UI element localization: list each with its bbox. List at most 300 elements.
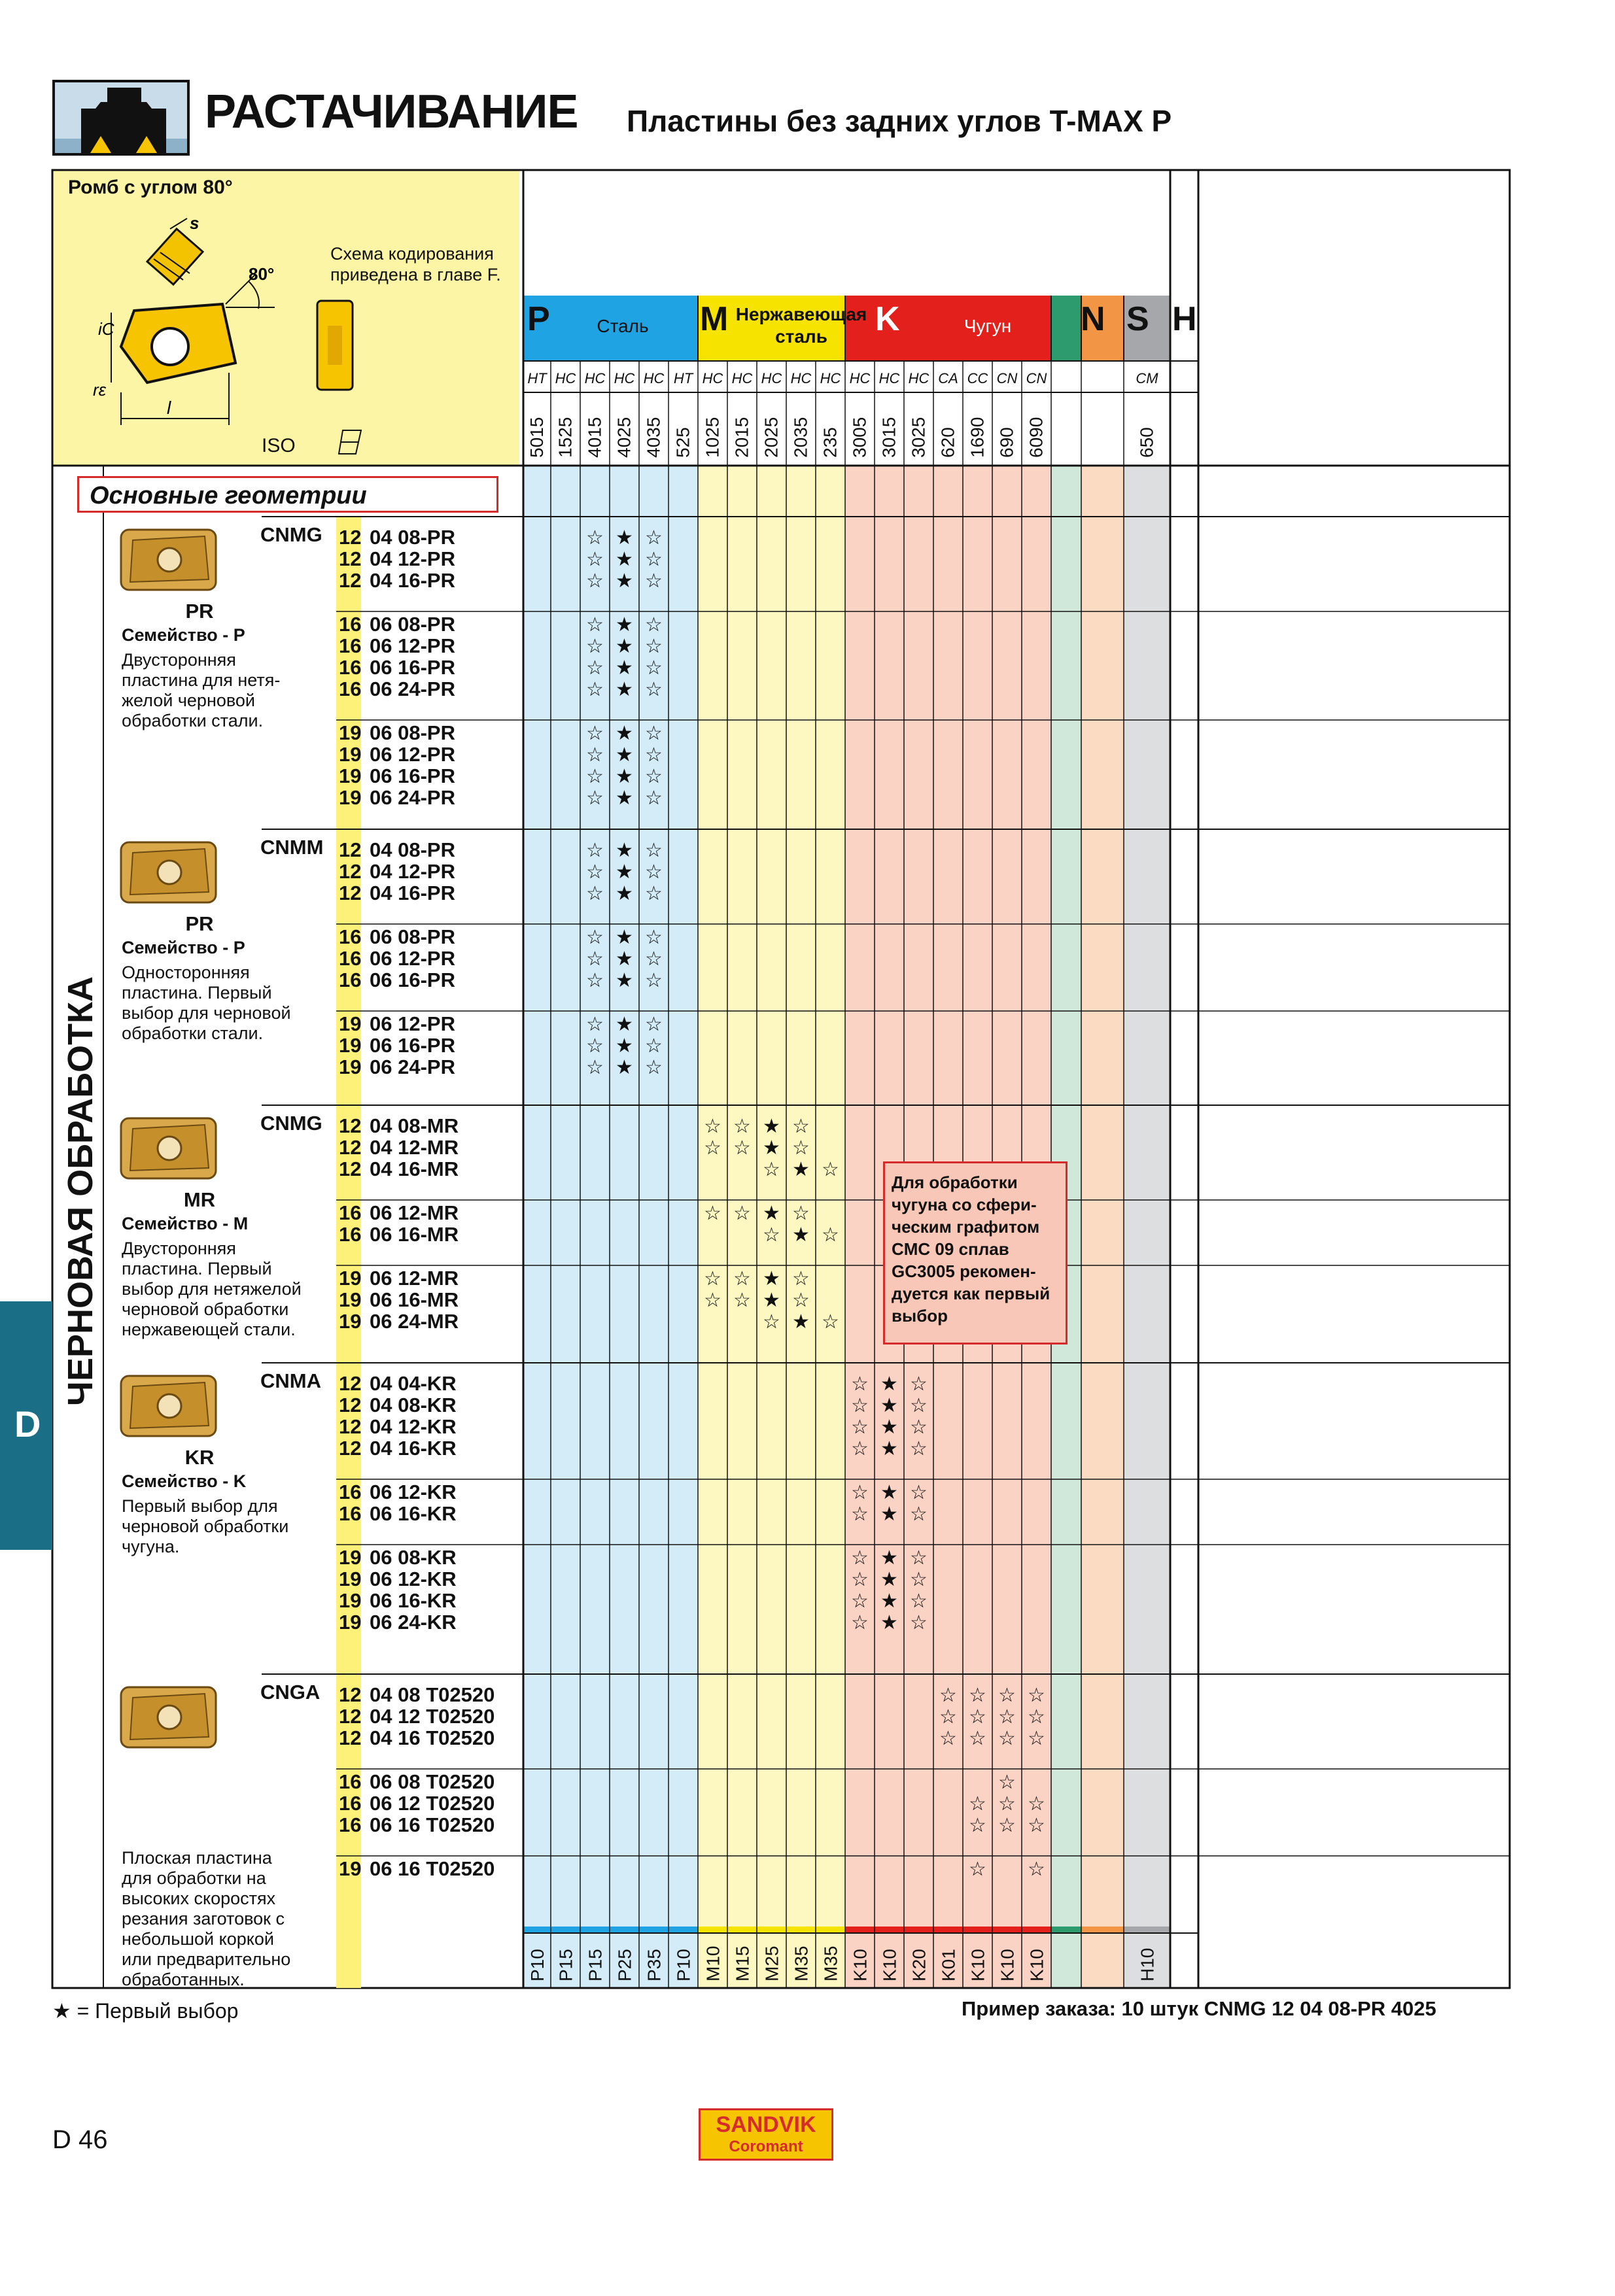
first-choice-star: ★ xyxy=(616,883,633,904)
family-description: Односторонняя xyxy=(122,963,250,982)
alternative-star: ☆ xyxy=(851,1416,869,1438)
first-choice-star: ★ xyxy=(616,679,633,700)
alternative-star: ☆ xyxy=(704,1290,721,1311)
iso-area: M15 xyxy=(732,1945,753,1981)
alternative-star: ☆ xyxy=(851,1569,869,1590)
group-name-k: Чугун xyxy=(964,316,1012,336)
designation: 06 24-KR xyxy=(370,1611,457,1634)
alternative-star: ☆ xyxy=(939,1706,957,1728)
first-choice-star: ★ xyxy=(616,657,633,679)
size-code: 16 xyxy=(339,1770,362,1793)
size-code: 19 xyxy=(339,743,362,766)
size-code: 19 xyxy=(339,1546,362,1569)
family-description: для обработки на xyxy=(122,1868,266,1888)
alternative-star: ☆ xyxy=(763,1311,780,1333)
first-choice-star: ★ xyxy=(880,1547,898,1569)
grade-code: 650 xyxy=(1136,427,1157,458)
alternative-star: ☆ xyxy=(586,723,604,744)
alternative-star: ☆ xyxy=(910,1612,928,1634)
alternative-star: ☆ xyxy=(645,636,663,657)
group-letter-n: N xyxy=(1081,300,1105,338)
grade-code: 235 xyxy=(820,427,841,458)
grade-code: 4025 xyxy=(614,417,634,458)
alternative-star: ☆ xyxy=(645,570,663,592)
iso-area: M10 xyxy=(703,1945,723,1981)
first-choice-star: ★ xyxy=(616,970,633,991)
alternative-star: ☆ xyxy=(704,1137,721,1159)
grade-type: HC xyxy=(643,370,665,386)
designation: 06 24-PR xyxy=(370,786,455,809)
grade-code: 3005 xyxy=(849,417,870,458)
note-text xyxy=(892,1171,1059,1327)
sandvik-logo xyxy=(699,2108,833,2161)
alternative-star: ☆ xyxy=(645,1057,663,1078)
alternative-star: ☆ xyxy=(1028,1706,1045,1728)
alternative-star: ☆ xyxy=(586,787,604,809)
designation: 06 08-PR xyxy=(370,613,455,636)
alternative-star: ☆ xyxy=(645,766,663,787)
alternative-star: ☆ xyxy=(910,1482,928,1503)
alternative-star: ☆ xyxy=(792,1116,810,1137)
group-name-p: Сталь xyxy=(597,316,649,336)
grade-type: CM xyxy=(1136,370,1158,386)
grade-type: HC xyxy=(761,370,782,386)
alternative-star: ☆ xyxy=(733,1137,751,1159)
grade-code: 3015 xyxy=(878,417,899,458)
designation: 04 12 T02520 xyxy=(370,1705,495,1728)
size-code: 16 xyxy=(339,656,362,679)
first-choice-star: ★ xyxy=(880,1569,898,1590)
first-choice-star: ★ xyxy=(763,1116,780,1137)
first-choice-star: ★ xyxy=(616,861,633,883)
first-choice-star: ★ xyxy=(880,1503,898,1525)
insert-code: CNMG xyxy=(260,1112,322,1135)
designation: 06 24-MR xyxy=(370,1310,459,1333)
size-code: 12 xyxy=(339,526,362,549)
designation: 06 16-PR xyxy=(370,1034,455,1057)
note-line: выбор xyxy=(892,1306,948,1326)
grade-type: CN xyxy=(996,370,1018,386)
grade-type: CC xyxy=(967,370,988,386)
iso-strip xyxy=(523,1927,698,1933)
first-choice-star: ★ xyxy=(880,1612,898,1634)
alternative-star: ☆ xyxy=(645,840,663,861)
designation: 04 08-PR xyxy=(370,526,455,549)
first-choice-star: ★ xyxy=(792,1159,810,1180)
size-code: 19 xyxy=(339,1012,362,1035)
family-description: обработки стали. xyxy=(122,1023,264,1043)
family-description: или предварительно xyxy=(122,1949,291,1969)
size-code: 16 xyxy=(339,925,362,948)
dim-s: s xyxy=(190,213,200,233)
size-code: 12 xyxy=(339,1372,362,1395)
designation: 06 08-PR xyxy=(370,721,455,744)
iso-area: K10 xyxy=(879,1949,900,1981)
alternative-star: ☆ xyxy=(998,1772,1016,1793)
designation: 06 16-KR xyxy=(370,1502,457,1525)
size-code: 16 xyxy=(339,1502,362,1525)
alternative-star: ☆ xyxy=(645,527,663,549)
alternative-star: ☆ xyxy=(733,1268,751,1290)
insert-photo-hole xyxy=(158,1394,181,1418)
alternative-star: ☆ xyxy=(645,948,663,970)
alternative-star: ☆ xyxy=(910,1590,928,1612)
note-line: ческим графитом xyxy=(892,1217,1040,1237)
grade-type: HC xyxy=(878,370,900,386)
grade-code: 5015 xyxy=(527,417,547,458)
alternative-star: ☆ xyxy=(645,549,663,570)
alternative-star: ☆ xyxy=(910,1373,928,1395)
first-choice-star: ★ xyxy=(616,787,633,809)
family-description: выбор для нетяжелой xyxy=(122,1279,302,1299)
alternative-star: ☆ xyxy=(1028,1859,1045,1880)
alternative-star: ☆ xyxy=(704,1116,721,1137)
size-code: 16 xyxy=(339,1223,362,1246)
grade-code: 525 xyxy=(672,427,693,458)
alternative-star: ☆ xyxy=(645,1035,663,1057)
insert-photo-hole xyxy=(158,1137,181,1160)
alternative-star: ☆ xyxy=(851,1612,869,1634)
family-description: выбор для черновой xyxy=(122,1003,291,1023)
material-group-n xyxy=(1051,296,1081,361)
size-code: 12 xyxy=(339,1415,362,1438)
grade-column-bg xyxy=(1081,466,1124,1988)
designation: 06 12-MR xyxy=(370,1267,459,1290)
family-description: пластина для нетя- xyxy=(122,670,281,690)
iso-label: ISO xyxy=(262,435,296,456)
family-description: чугуна. xyxy=(122,1537,180,1556)
page-number: D 46 xyxy=(52,2125,108,2154)
alternative-star: ☆ xyxy=(910,1416,928,1438)
group-letter-h: H xyxy=(1172,300,1197,338)
size-code: 19 xyxy=(339,1857,362,1880)
first-choice-star: ★ xyxy=(616,766,633,787)
grade-code: 690 xyxy=(996,427,1017,458)
grade-code: 620 xyxy=(937,427,958,458)
grade-type: HT xyxy=(527,370,547,386)
grade-code: 1690 xyxy=(967,417,988,458)
size-code: 12 xyxy=(339,569,362,592)
alternative-star: ☆ xyxy=(851,1482,869,1503)
alternative-star: ☆ xyxy=(586,948,604,970)
first-choice-star: ★ xyxy=(792,1311,810,1333)
alternative-star: ☆ xyxy=(586,570,604,592)
size-code: 12 xyxy=(339,1114,362,1137)
first-choice-star: ★ xyxy=(792,1224,810,1246)
designation: 04 08-PR xyxy=(370,838,455,861)
grade-type: HC xyxy=(584,370,606,386)
size-code: 16 xyxy=(339,968,362,991)
iso-area: P10 xyxy=(527,1949,547,1981)
dim-ic: iC xyxy=(98,319,114,339)
first-choice-star: ★ xyxy=(763,1203,780,1224)
chipbreaker-label: PR xyxy=(185,912,214,935)
alternative-star: ☆ xyxy=(586,840,604,861)
alternative-star: ☆ xyxy=(910,1438,928,1460)
designation: 06 16-MR xyxy=(370,1223,459,1246)
alternative-star: ☆ xyxy=(645,679,663,700)
chapter-tab xyxy=(0,1301,52,1550)
grade-column-bg xyxy=(845,466,875,1988)
geometry-title-box xyxy=(77,476,498,513)
alternative-star: ☆ xyxy=(645,1014,663,1035)
alternative-star: ☆ xyxy=(822,1311,839,1333)
family-label: Семейство - P xyxy=(122,938,245,957)
size-code: 12 xyxy=(339,1683,362,1706)
iso-area: P25 xyxy=(614,1949,635,1981)
size-code: 16 xyxy=(339,947,362,970)
dim-l: l xyxy=(167,398,171,418)
alternative-star: ☆ xyxy=(733,1290,751,1311)
size-code: 12 xyxy=(339,838,362,861)
grade-code: 6090 xyxy=(1026,417,1047,458)
size-code: 19 xyxy=(339,1568,362,1590)
size-code: 12 xyxy=(339,882,362,904)
note-line: Для обработки xyxy=(892,1173,1018,1192)
first-choice-star: ★ xyxy=(616,614,633,636)
size-code: 12 xyxy=(339,1157,362,1180)
alternative-star: ☆ xyxy=(792,1137,810,1159)
iso-area: K20 xyxy=(909,1949,929,1981)
size-code: 19 xyxy=(339,1611,362,1634)
alternative-star: ☆ xyxy=(645,614,663,636)
designation: 04 16 T02520 xyxy=(370,1726,495,1749)
designation: 04 12-PR xyxy=(370,547,455,570)
insert-photo-hole xyxy=(158,861,181,884)
iso-area: P10 xyxy=(673,1949,694,1981)
alternative-star: ☆ xyxy=(586,679,604,700)
grade-column-bg xyxy=(551,466,580,1988)
alternative-star: ☆ xyxy=(763,1159,780,1180)
alternative-star: ☆ xyxy=(969,1793,986,1815)
designation: 06 16 T02520 xyxy=(370,1813,495,1836)
designation: 04 04-KR xyxy=(370,1372,457,1395)
chipbreaker-label: KR xyxy=(184,1446,215,1469)
family-description: обработки стали. xyxy=(122,711,264,730)
alternative-star: ☆ xyxy=(645,787,663,809)
grade-type: HC xyxy=(702,370,723,386)
grade-code: 4015 xyxy=(584,417,605,458)
designation: 04 16-MR xyxy=(370,1157,459,1180)
alternative-star: ☆ xyxy=(969,1706,986,1728)
alternative-star: ☆ xyxy=(851,1503,869,1525)
alternative-star: ☆ xyxy=(998,1728,1016,1749)
dim-re: rε xyxy=(93,380,107,400)
alternative-star: ☆ xyxy=(910,1569,928,1590)
alternative-star: ☆ xyxy=(763,1224,780,1246)
size-code: 16 xyxy=(339,677,362,700)
alternative-star: ☆ xyxy=(645,657,663,679)
grade-type: HC xyxy=(731,370,753,386)
first-choice-star: ★ xyxy=(616,948,633,970)
designation: 04 08-KR xyxy=(370,1394,457,1416)
grade-code: 1025 xyxy=(702,417,723,458)
alternative-star: ☆ xyxy=(586,614,604,636)
grade-column-bg xyxy=(698,466,727,1988)
alternative-star: ☆ xyxy=(792,1290,810,1311)
alternative-star: ☆ xyxy=(586,1057,604,1078)
insert-code: CNGA xyxy=(260,1681,321,1704)
insert-shape-label: Ромб с углом 80° xyxy=(68,177,233,198)
iso-area: M35 xyxy=(820,1945,841,1981)
family-description: черновой обработки xyxy=(122,1299,289,1319)
iso-area: K10 xyxy=(997,1949,1018,1981)
designation: 06 16-PR xyxy=(370,764,455,787)
first-choice-star: ★ xyxy=(880,1373,898,1395)
alternative-star: ☆ xyxy=(939,1685,957,1706)
logo-sub: Coromant xyxy=(729,2138,803,2155)
iso-area: P15 xyxy=(585,1949,606,1981)
grade-type: HC xyxy=(908,370,929,386)
alternative-star: ☆ xyxy=(969,1815,986,1836)
iso-strip xyxy=(1124,1927,1170,1933)
alternative-star: ☆ xyxy=(851,1373,869,1395)
alternative-star: ☆ xyxy=(586,1014,604,1035)
first-choice-star: ★ xyxy=(616,527,633,549)
iso-area: K01 xyxy=(938,1949,959,1981)
alternative-star: ☆ xyxy=(645,723,663,744)
designation: 06 08-KR xyxy=(370,1546,457,1569)
size-code: 19 xyxy=(339,1288,362,1311)
designation: 06 16-PR xyxy=(370,656,455,679)
group-letter-p: P xyxy=(527,300,550,338)
iso-strip xyxy=(698,1927,845,1933)
alternative-star: ☆ xyxy=(586,744,604,766)
order-example: Пример заказа: 10 штук CNMG 12 04 08-PR 4025 xyxy=(962,1997,1436,2020)
group-letter-m: M xyxy=(700,300,729,338)
designation: 04 12-MR xyxy=(370,1136,459,1159)
alternative-star: ☆ xyxy=(939,1728,957,1749)
group-letter-k: K xyxy=(875,300,900,338)
insert-photo-hole xyxy=(158,1705,181,1729)
first-choice-star: ★ xyxy=(616,1035,633,1057)
size-code: 16 xyxy=(339,1201,362,1224)
group-name-m-2: сталь xyxy=(775,326,827,347)
designation: 06 16-MR xyxy=(370,1288,459,1311)
family-description: пластина. Первый xyxy=(122,1259,272,1278)
family-description: обработанных. xyxy=(122,1970,245,1989)
grade-code: 2015 xyxy=(731,417,752,458)
alternative-star: ☆ xyxy=(586,927,604,948)
alternative-star: ☆ xyxy=(586,766,604,787)
first-choice-star: ★ xyxy=(616,723,633,744)
iso-strip xyxy=(845,1927,1051,1933)
iso-area: M35 xyxy=(791,1945,812,1981)
iso-area: P15 xyxy=(555,1949,576,1981)
designation: 04 16-PR xyxy=(370,882,455,904)
note-line: CMC 09 сплав xyxy=(892,1239,1009,1259)
designation: 04 16-PR xyxy=(370,569,455,592)
grade-type: HC xyxy=(790,370,812,386)
designation: 06 24-PR xyxy=(370,1055,455,1078)
insert-code: CNMM xyxy=(260,836,324,859)
iso-strip xyxy=(1051,1927,1081,1933)
first-choice-star: ★ xyxy=(616,1057,633,1078)
designation: 06 16-PR xyxy=(370,968,455,991)
designation: 06 24-PR xyxy=(370,677,455,700)
size-code: 16 xyxy=(339,1792,362,1815)
size-code: 19 xyxy=(339,1310,362,1333)
section-side-label: ЧЕРНОВАЯ ОБРАБОТКА xyxy=(61,976,100,1406)
first-choice-star: ★ xyxy=(880,1438,898,1460)
family-description: Двусторонняя xyxy=(122,1239,236,1258)
alternative-star: ☆ xyxy=(645,883,663,904)
iso-area: P35 xyxy=(644,1949,665,1981)
alternative-star: ☆ xyxy=(586,861,604,883)
first-choice-star: ★ xyxy=(763,1268,780,1290)
first-choice-star: ★ xyxy=(616,744,633,766)
first-choice-star: ★ xyxy=(763,1290,780,1311)
alternative-star: ☆ xyxy=(645,744,663,766)
grade-type: HC xyxy=(849,370,871,386)
alternative-star: ☆ xyxy=(586,657,604,679)
grade-type: HC xyxy=(820,370,841,386)
insert-photo-hole xyxy=(158,548,181,572)
grade-column-bg xyxy=(727,466,757,1988)
note-line: дуется как первый xyxy=(892,1284,1051,1303)
alternative-star: ☆ xyxy=(1028,1815,1045,1836)
family-description: высоких скоростях xyxy=(122,1889,276,1908)
size-code: 12 xyxy=(339,1705,362,1728)
alternative-star: ☆ xyxy=(704,1268,721,1290)
alternative-star: ☆ xyxy=(645,970,663,991)
family-description: желой черновой xyxy=(122,691,256,710)
alternative-star: ☆ xyxy=(910,1547,928,1569)
size-code: 19 xyxy=(339,1589,362,1612)
alternative-star: ☆ xyxy=(792,1203,810,1224)
alternative-star: ☆ xyxy=(586,549,604,570)
designation: 06 12-PR xyxy=(370,743,455,766)
grade-type: HC xyxy=(614,370,635,386)
size-code: 12 xyxy=(339,1136,362,1159)
alternative-star: ☆ xyxy=(851,1395,869,1416)
family-description: Плоская пластина xyxy=(122,1848,272,1868)
alternative-star: ☆ xyxy=(733,1116,751,1137)
first-choice-star: ★ xyxy=(616,549,633,570)
family-description: Двусторонняя xyxy=(122,650,236,670)
designation: 04 12-PR xyxy=(370,860,455,883)
first-choice-star: ★ xyxy=(616,1014,633,1035)
alternative-star: ☆ xyxy=(969,1685,986,1706)
first-choice-star: ★ xyxy=(880,1482,898,1503)
first-choice-star: ★ xyxy=(616,840,633,861)
designation: 06 12-MR xyxy=(370,1201,459,1224)
first-choice-star: ★ xyxy=(880,1416,898,1438)
designation: 06 08-PR xyxy=(370,925,455,948)
family-description: Первый выбор для xyxy=(122,1496,278,1516)
iso-strip xyxy=(1081,1927,1124,1933)
size-code: 19 xyxy=(339,721,362,744)
chapter-tab-letter: D xyxy=(14,1403,41,1445)
first-choice-legend: ★ = Первый выбор xyxy=(52,1999,239,2023)
legend-bg xyxy=(1198,170,1510,466)
size-code: 19 xyxy=(339,1267,362,1290)
alternative-star: ☆ xyxy=(1028,1728,1045,1749)
alternative-star: ☆ xyxy=(586,1035,604,1057)
alternative-star: ☆ xyxy=(586,636,604,657)
size-code: 12 xyxy=(339,547,362,570)
grade-type: HC xyxy=(555,370,576,386)
first-choice-star: ★ xyxy=(880,1590,898,1612)
grade-code: 3025 xyxy=(908,417,929,458)
chipbreaker-label: MR xyxy=(183,1188,216,1211)
alternative-star: ☆ xyxy=(704,1203,721,1224)
alternative-star: ☆ xyxy=(645,861,663,883)
alternative-star: ☆ xyxy=(910,1503,928,1525)
first-choice-star: ★ xyxy=(616,570,633,592)
designation: 04 08-MR xyxy=(370,1114,459,1137)
dim-angle: 80° xyxy=(249,264,275,284)
